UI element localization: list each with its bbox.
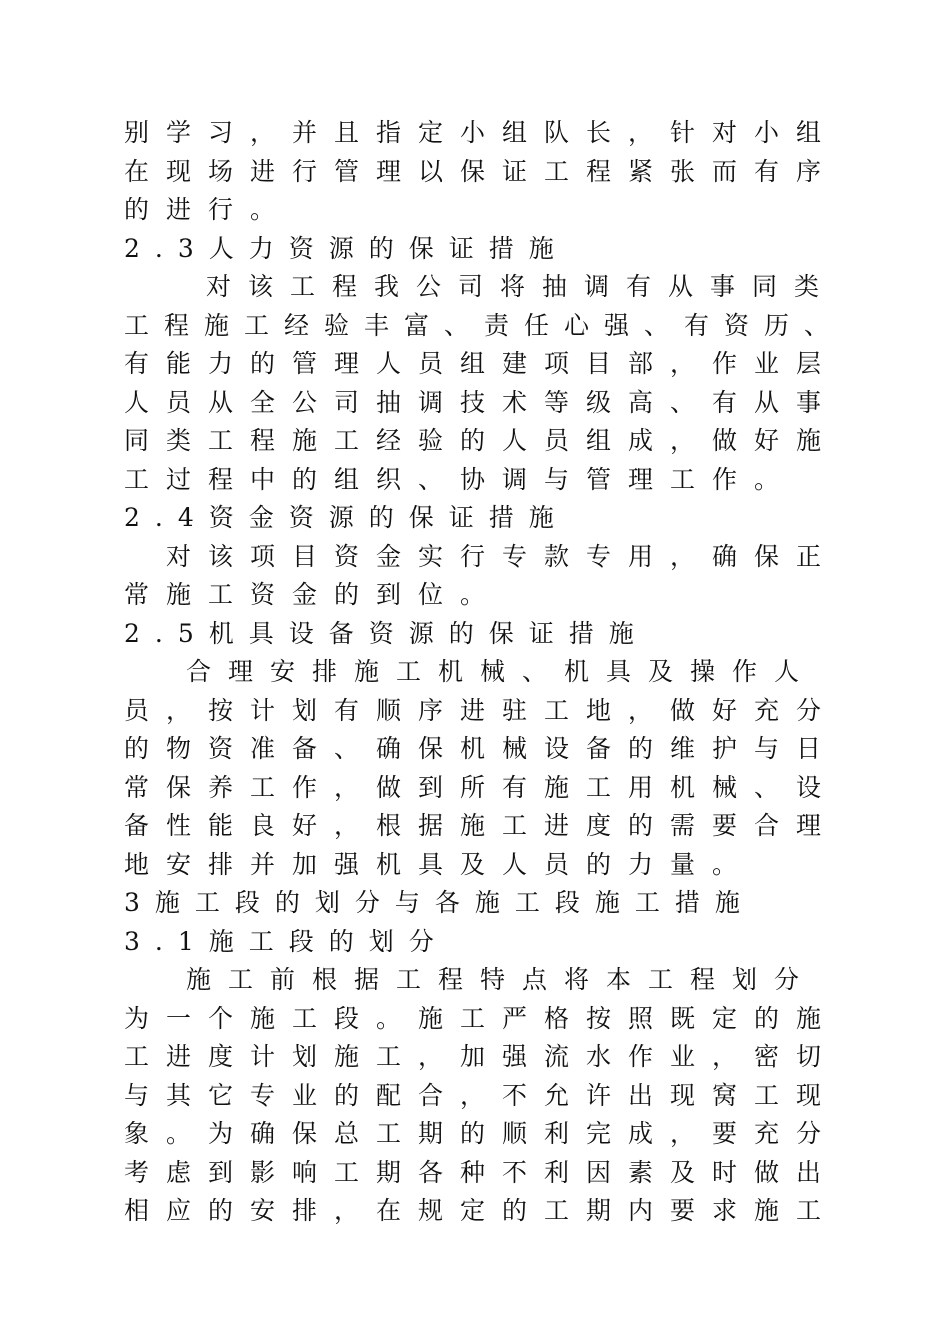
text-line: 考虑到影响工期各种不利因素及时做出 xyxy=(124,1158,839,1187)
section-heading: 2.4资金资源的保证措施 xyxy=(124,503,569,532)
text-line: 相应的安排，在规定的工期内要求施工 xyxy=(124,1196,839,1225)
text-line: 工进度计划施工，加强流水作业，密切 xyxy=(124,1042,839,1071)
text-line: 员，按计划有顺序进驻工地，做好充分 xyxy=(124,696,839,725)
text-line: 有能力的管理人员组建项目部，作业层 xyxy=(124,349,839,378)
text-line: 的进行。 xyxy=(124,195,293,224)
text-line: 地安排并加强机具及人员的力量。 xyxy=(124,850,755,879)
paragraph-first-line: 施工前根据工程特点将本工程划分 xyxy=(186,965,817,994)
section-heading: 3施工段的划分与各施工段施工措施 xyxy=(124,888,755,917)
text-line: 工过程中的组织、协调与管理工作。 xyxy=(124,465,797,494)
text-line: 在现场进行管理以保证工程紧张而有序 xyxy=(124,157,839,186)
paragraph-first-line: 对该项目资金实行专款专用，确保正 xyxy=(166,542,839,571)
section-heading: 3.1施工段的划分 xyxy=(124,927,449,956)
text-line: 备性能良好，根据施工进度的需要合理 xyxy=(124,811,839,840)
text-line: 同类工程施工经验的人员组成，做好施 xyxy=(124,426,839,455)
text-line: 与其它专业的配合，不允许出现窝工现 xyxy=(124,1081,839,1110)
text-line: 常施工资金的到位。 xyxy=(124,580,503,609)
section-heading: 2.3人力资源的保证措施 xyxy=(124,234,569,263)
text-line: 常保养工作，做到所有施工用机械、设 xyxy=(124,773,839,802)
text-line: 的物资准备、确保机械设备的维护与日 xyxy=(124,734,839,763)
paragraph-first-line: 合理安排施工机械、机具及操作人 xyxy=(186,657,817,686)
section-heading: 2.5机具设备资源的保证措施 xyxy=(124,619,649,648)
text-line: 人员从全公司抽调技术等级高、有从事 xyxy=(124,388,839,417)
paragraph-first-line: 对该工程我公司将抽调有从事同类 xyxy=(206,272,837,301)
text-line: 工程施工经验丰富、责任心强、有资历、 xyxy=(124,311,845,340)
text-line: 别学习，并且指定小组队长，针对小组 xyxy=(124,118,839,147)
text-line: 象。为确保总工期的顺利完成，要充分 xyxy=(124,1119,839,1148)
text-line: 为一个施工段。施工严格按照既定的施 xyxy=(124,1004,839,1033)
